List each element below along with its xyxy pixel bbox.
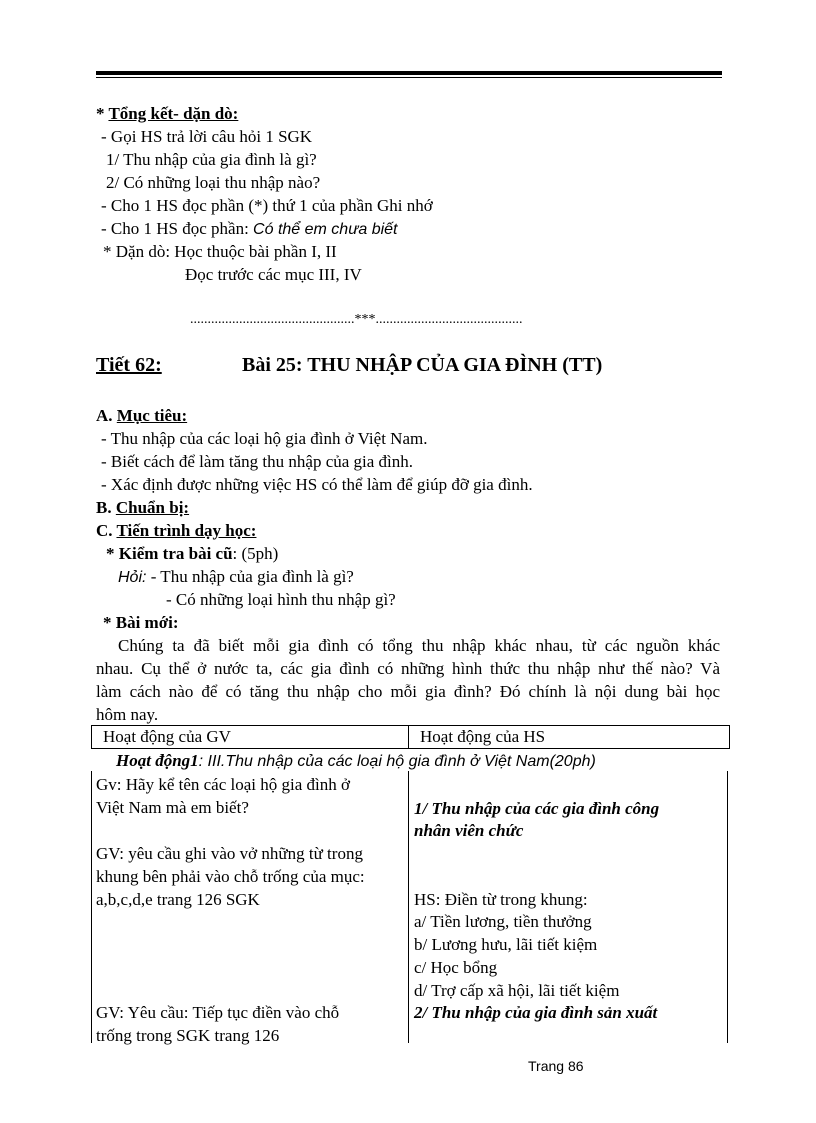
hs-heading-1: 1/ Thu nhập của các gia đình công xyxy=(414,799,660,818)
hs-heading-1-cont: nhân viên chức xyxy=(414,821,524,840)
gv-question-1-cont: Việt Nam mà em biết? xyxy=(96,798,249,817)
summary-line: - Cho 1 HS đọc phần (*) thứ 1 của phần Ghi nhớ xyxy=(101,196,433,215)
hs-item: b/ Lương hưu, lãi tiết kiệm xyxy=(414,935,598,954)
gv-question-2: GV: yêu cầu ghi vào vở những từ trong xyxy=(96,844,363,863)
summary-line: 2/ Có những loại thu nhập nào? xyxy=(106,173,321,192)
intro-line: nhau. Cụ thể ở nước ta, các gia đình có những hình thức thu nhập như thế nào? Và xyxy=(96,659,720,678)
summary-line: 1/ Thu nhập của gia đình là gì? xyxy=(106,150,317,169)
gv-question-3: GV: Yêu cầu: Tiếp tục điền vào chỗ xyxy=(96,1003,340,1022)
intro-line: làm cách nào để có tăng thu nhập cho mỗi gia đình? Đó chính là nội dung bài học xyxy=(96,682,720,701)
objective-item: - Biết cách để làm tăng thu nhập của gia đình. xyxy=(101,452,414,471)
summary-heading: * Tổng kết- dặn dò: xyxy=(96,104,239,123)
section-a-heading: A. Mục tiêu: xyxy=(96,406,188,425)
intro-line-last: hôm nay. xyxy=(96,705,159,724)
period-label: Tiết 62: xyxy=(96,354,162,376)
table-left-border xyxy=(91,771,92,1043)
summary-line-reading: - Cho 1 HS đọc phần: Có thể em chưa biết xyxy=(101,219,398,238)
page-number: Trang 86 xyxy=(528,1058,584,1074)
objective-item: - Thu nhập của các loại hộ gia đình ở Việt Nam. xyxy=(101,429,428,448)
question-2: - Có những loại hình thu nhập gì? xyxy=(166,590,396,609)
check-old-lesson: * Kiểm tra bài cũ: (5ph) xyxy=(106,544,279,563)
section-b-heading: B. Chuẩn bị: xyxy=(96,498,190,517)
hs-heading-2: 2/ Thu nhập của gia đình sản xuất xyxy=(414,1003,658,1022)
activity-row: Hoạt động1: III.Thu nhập của các loại hộ gia đình ở Việt Nam(20ph) xyxy=(116,751,596,770)
hs-item: a/ Tiền lương, tiền thưởng xyxy=(414,912,592,931)
hs-item: d/ Trợ cấp xã hội, lãi tiết kiệm xyxy=(414,981,620,1000)
hs-item: c/ Học bổng xyxy=(414,958,498,977)
table-right-border xyxy=(727,771,728,1043)
header-rule-thick xyxy=(96,71,722,75)
homework-line: * Dặn dò: Học thuộc bài phần I, II xyxy=(103,242,337,261)
intro-line: Chúng ta đã biết mỗi gia đình có tổng thu nhập khác nhau, từ các nguồn khác xyxy=(118,636,720,655)
hs-fill-intro: HS: Điền từ trong khung: xyxy=(414,890,588,909)
reading-title: Có thể em chưa biết xyxy=(253,221,398,238)
question-1: Hỏi: - Thu nhập của gia đình là gì? xyxy=(118,567,354,586)
col-header-teacher: Hoạt động của GV xyxy=(103,727,231,746)
header-rule-thin xyxy=(96,77,722,78)
gv-question-1: Gv: Hãy kể tên các loại hộ gia đình ở xyxy=(96,775,350,794)
homework-line-2: Đọc trước các mục III, IV xyxy=(185,265,362,284)
table-center-border xyxy=(408,771,409,1043)
table-header-divider xyxy=(408,725,409,749)
col-header-student: Hoạt động của HS xyxy=(420,727,546,746)
summary-heading-text: Tổng kết- dặn dò: xyxy=(108,104,239,123)
summary-line: - Gọi HS trả lời câu hỏi 1 SGK xyxy=(101,127,313,146)
lesson-title: Bài 25: THU NHẬP CỦA GIA ĐÌNH (TT) xyxy=(242,354,603,376)
section-c-heading: C. Tiến trình dạy học: xyxy=(96,521,257,540)
new-lesson-label: * Bài mới: xyxy=(103,613,179,632)
objective-item: - Xác định được những việc HS có thể làm để giúp đỡ gia đình. xyxy=(101,475,533,494)
section-separator: ...............................................***.......................................... xyxy=(190,312,523,327)
gv-question-2-cont: khung bên phải vào chỗ trống của mục: xyxy=(96,867,365,886)
gv-question-3-cont: trống trong SGK trang 126 xyxy=(96,1026,280,1045)
gv-question-2-cont: a,b,c,d,e trang 126 SGK xyxy=(96,890,260,909)
